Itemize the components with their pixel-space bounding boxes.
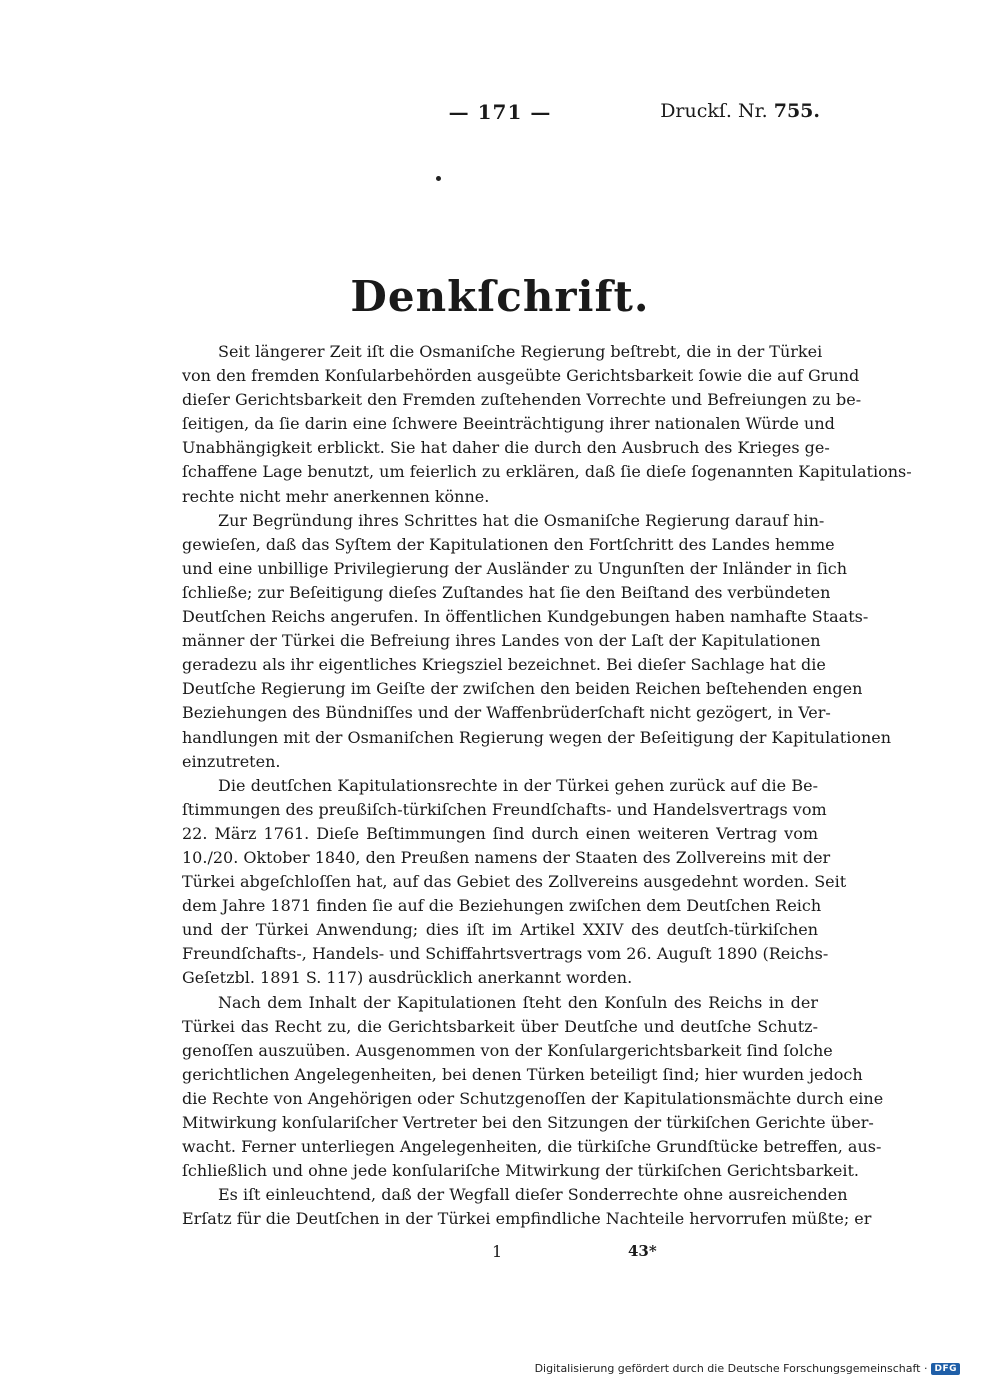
text-line: gewieſen, daß das Syſtem der Kapitulationen den Fortſchritt des Landes hemme [182, 534, 835, 554]
text-line: 10./20. Oktober 1840, den Preußen namens der Staaten des Zollvereins mit der [182, 847, 831, 867]
text-line: Beziehungen des Bündniſſes und der Waffenbrüderſchaft nicht gezögert, in Ver- [182, 703, 831, 723]
ink-dot [436, 176, 441, 181]
text-line: ſchließe; zur Beſeitigung dieſes Zuſtandes hat ſie den Beiſtand des verbündeten [182, 582, 831, 602]
text-line: geradezu als ihr eigentliches Kriegsziel bezeichnet. Bei dieſer Sachlage hat die [182, 655, 826, 675]
text-line: ſeitigen, da ſie darin eine ſchwere Beeinträchtigung ihrer nationalen Würde und [182, 414, 835, 434]
text-line: Deutſchen Reichs angerufen. In öffentlichen Kundgebungen haben namhafte Staats- [182, 607, 869, 627]
text-line: Deutſche Regierung im Geiſte der zwiſchen den beiden Reichen beſtehenden engen [182, 679, 863, 699]
text-line: und eine unbillige Privilegierung der Ausländer zu Ungunſten der Inländer in ſich [182, 558, 848, 578]
text-line: Türkei abgeſchloſſen hat, auf das Gebiet des Zollvereins ausgedehnt worden. Seit [182, 872, 847, 892]
text-line: Türkei das Recht zu, die Gerichtsbarkeit über Deutſche und deutſche Schutz- [182, 1016, 818, 1036]
digitization-credit [535, 1362, 960, 1375]
text-line: Freundſchafts-, Handels- und Schiffahrtsvertrags vom 26. Auguſt 1890 (Reichs- [182, 944, 829, 964]
text-line: genoſſen auszuüben. Ausgenommen von der Konſulargerichtsbarkeit ſind ſolche [182, 1040, 833, 1060]
text-line: Mitwirkung konſulariſcher Vertreter bei den Sitzungen der türkiſchen Gerichte über- [182, 1113, 874, 1132]
signature-mark: 1 [492, 1242, 503, 1261]
text-line: Es iſt einleuchtend, daß der Wegfall dieſer Sonderrechte ohne ausreichenden [218, 1185, 848, 1205]
text-line: Geſetzbl. 1891 S. 117) ausdrücklich anerkannt worden. [182, 968, 633, 988]
print-reference-label: Druckſ. Nr. [660, 100, 768, 122]
text-line: und der Türkei Anwendung; dies iſt im Artikel XXIV des deutſch-türkiſchen [182, 920, 818, 940]
text-line: Zur Begründung ihres Schrittes hat die Osmaniſche Regierung darauf hin- [218, 510, 825, 530]
dfg-logo-icon: DFG [931, 1363, 960, 1375]
text-line: die Rechte von Angehörigen oder Schutzgenoſſen der Kapitulationsmächte durch eine [182, 1088, 884, 1108]
text-line: Die deutſchen Kapitulationsrechte in der Türkei gehen zurück auf die Be- [218, 775, 818, 795]
text-line: 22. März 1761. Dieſe Beſtimmungen ſind durch einen weiteren Vertrag vom [182, 823, 818, 843]
text-line: handlungen mit der Osmaniſchen Regierung wegen der Beſeitigung der Kapitulationen [182, 727, 892, 747]
text-line: ſchaffene Lage benutzt, um feierlich zu erklären, daß ſie dieſe ſogenannten Kapitulations- [182, 462, 912, 482]
text-line: ſchließlich und ohne jede konſulariſche Mitwirkung der türkiſchen Gerichtsbarkeit. [182, 1161, 860, 1181]
text-line: Seit längerer Zeit iſt die Osmaniſche Regierung beſtrebt, die in der Türkei [218, 342, 823, 361]
print-reference [660, 100, 820, 122]
text-line: Unabhängigkeit erblickt. Sie hat daher die durch den Ausbruch des Krieges ge- [182, 438, 830, 458]
text-line: einzutreten. [182, 751, 281, 771]
print-reference-number: 755. [773, 100, 820, 122]
document-title: Denkſchrift. [350, 272, 650, 321]
text-line: Nach dem Inhalt der Kapitulationen ſteht den Konſuln des Reichs in der [218, 992, 818, 1012]
text-line: dem Jahre 1871 finden ſie auf die Beziehungen zwiſchen dem Deutſchen Reich [182, 896, 822, 916]
text-line: von den fremden Konſularbehörden ausgeübte Gerichtsbarkeit ſowie die auf Grund [182, 366, 860, 386]
text-line: gerichtlichen Angelegenheiten, bei denen Türken beteiligt ſind; hier wurden jedoch [182, 1064, 863, 1084]
text-line: dieſer Gerichtsbarkeit den Fremden zuſtehenden Vorrechte und Befreiungen zu be- [182, 390, 862, 410]
body-text [182, 340, 912, 1231]
credit-text: Digitalisierung gefördert durch die Deutsche Forschungsgemeinschaft · [534, 1362, 928, 1375]
text-line: rechte nicht mehr anerkennen könne. [182, 486, 490, 506]
sheet-mark: 43* [628, 1242, 657, 1260]
text-line: Erſatz für die Deutſchen in der Türkei empfindliche Nachteile hervorrufen müßte; er [182, 1209, 872, 1229]
page-number: — 171 — [448, 100, 552, 124]
text-line: ſtimmungen des preußiſch-türkiſchen Freundſchafts- und Handelsvertrags vom [182, 799, 827, 819]
text-line: männer der Türkei die Befreiung ihres Landes von der Laſt der Kapitulationen [182, 631, 821, 651]
text-line: wacht. Ferner unterliegen Angelegenheiten, die türkiſche Grundſtücke betreffen, aus- [182, 1137, 882, 1157]
